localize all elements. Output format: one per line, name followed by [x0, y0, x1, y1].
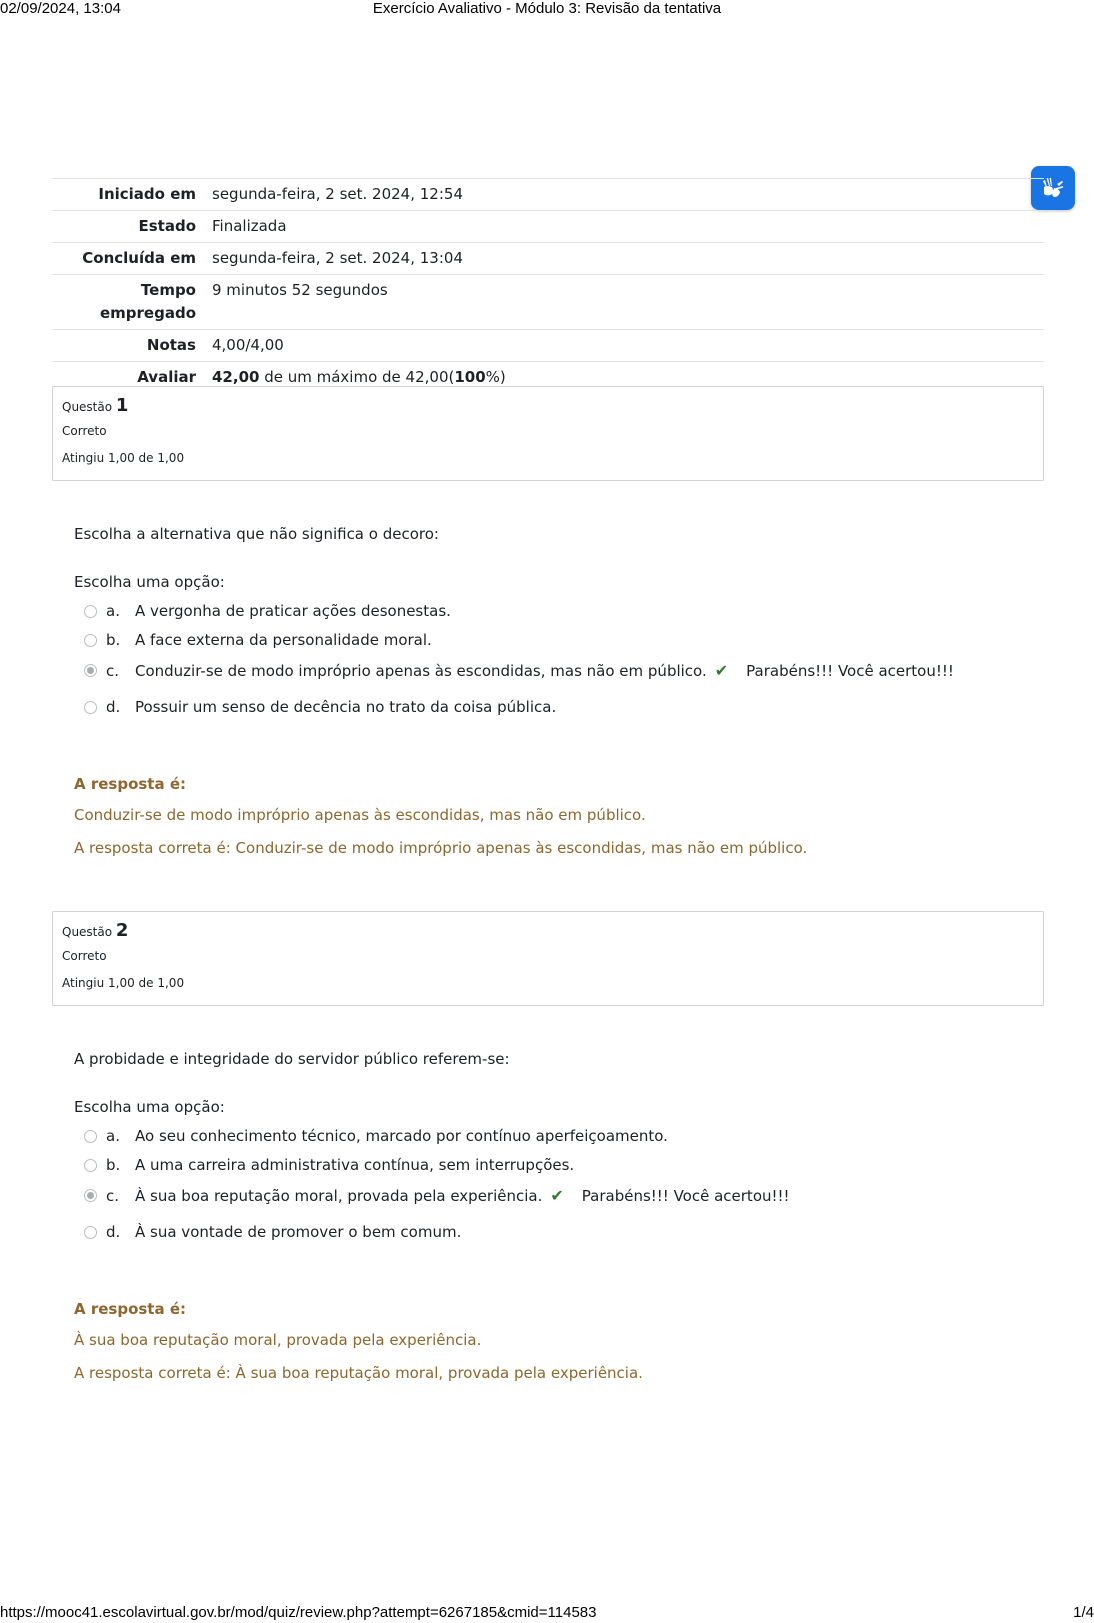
print-header	[0, 0, 1094, 20]
answer-correct: A resposta correta é: Conduzir-se de modo impróprio apenas às escondidas, mas não em público.	[74, 839, 808, 857]
grade-suffix: %)	[485, 368, 506, 386]
summary-label: Estado	[138, 217, 196, 235]
print-url: https://mooc41.escolavirtual.gov.br/mod/quiz/review.php?attempt=6267185&cmid=114583	[0, 1604, 597, 1621]
question-label: Questão	[62, 925, 113, 939]
print-footer	[0, 1603, 1094, 1623]
option-text: Possuir um senso de decência no trato da coisa pública.	[135, 698, 557, 716]
option-letter: b.	[106, 1156, 121, 1174]
answer-correct: A resposta correta é: À sua boa reputação moral, provada pela experiência.	[74, 1364, 643, 1382]
radio-button[interactable]	[84, 1226, 97, 1239]
option-text: A vergonha de praticar ações desonestas.	[135, 602, 451, 620]
answer-option-selected[interactable]	[84, 1186, 790, 1205]
summary-row-started	[52, 179, 1044, 211]
print-date: 02/09/2024, 13:04	[0, 0, 121, 17]
option-text: Ao seu conhecimento técnico, marcado por contínuo aperfeiçoamento.	[135, 1127, 668, 1145]
checkmark-icon: ✔	[550, 1186, 564, 1205]
summary-value: Finalizada	[212, 217, 287, 235]
answer-option[interactable]	[84, 602, 451, 620]
option-letter: d.	[106, 1223, 121, 1241]
question-info-box	[52, 911, 1044, 1006]
radio-button[interactable]	[84, 605, 97, 618]
question-grade: Atingiu 1,00 de 1,00	[62, 451, 185, 465]
question-text: Escolha a alternativa que não significa o decoro:	[74, 525, 439, 543]
grade-middle: de um máximo de 42,00(	[259, 368, 455, 386]
checkmark-icon: ✔	[714, 661, 729, 680]
option-letter: a.	[106, 602, 120, 620]
option-letter: c.	[106, 1186, 120, 1205]
option-feedback: Parabéns!!! Você acertou!!!	[746, 661, 954, 680]
question-number	[62, 920, 1034, 943]
summary-row-time-taken	[52, 275, 1044, 330]
question-info-box	[52, 386, 1044, 481]
option-letter: a.	[106, 1127, 120, 1145]
question-state: Correto	[62, 949, 107, 963]
answer-given: Conduzir-se de modo impróprio apenas às escondidas, mas não em público.	[74, 806, 646, 824]
summary-value: 4,00/4,00	[212, 336, 284, 354]
answer-option[interactable]	[84, 1223, 461, 1241]
summary-row-state	[52, 211, 1044, 243]
option-letter: d.	[106, 698, 121, 716]
summary-label: Tempo empregado	[99, 281, 196, 322]
option-feedback: Parabéns!!! Você acertou!!!	[581, 1186, 790, 1205]
option-text: À sua vontade de promover o bem comum.	[135, 1223, 462, 1241]
answer-option[interactable]	[84, 631, 432, 649]
grade-score: 42,00	[212, 368, 260, 386]
summary-label: Concluída em	[82, 249, 196, 267]
question-label: Questão	[62, 400, 113, 414]
option-letter: c.	[106, 661, 120, 680]
option-text: À sua boa reputação moral, provada pela experiência.	[135, 1186, 543, 1205]
radio-button-checked[interactable]	[84, 664, 97, 677]
summary-value: segunda-feira, 2 set. 2024, 13:04	[212, 249, 463, 267]
grade-percent: 100	[454, 368, 486, 386]
summary-label: Avaliar	[137, 368, 196, 386]
question-number	[62, 395, 1034, 418]
option-text: A face externa da personalidade moral.	[135, 631, 432, 649]
question-number-value: 1	[115, 395, 129, 416]
radio-button[interactable]	[84, 1130, 97, 1143]
answer-heading: A resposta é:	[74, 1300, 186, 1318]
question-state: Correto	[62, 424, 107, 438]
answer-option[interactable]	[84, 1156, 574, 1174]
summary-row-marks	[52, 330, 1044, 362]
question-grade: Atingiu 1,00 de 1,00	[62, 976, 185, 990]
radio-button-checked[interactable]	[84, 1189, 97, 1202]
print-title: Exercício Avaliativo - Módulo 3: Revisão da tentativa	[372, 0, 722, 17]
question-text: A probidade e integridade do servidor público referem-se:	[74, 1050, 510, 1068]
summary-label: Iniciado em	[98, 185, 196, 203]
answer-option[interactable]	[84, 698, 556, 716]
attempt-summary-table	[52, 178, 1044, 393]
question-prompt: Escolha uma opção:	[74, 573, 225, 591]
answer-option-selected[interactable]	[84, 661, 954, 680]
option-text: Conduzir-se de modo impróprio apenas às escondidas, mas não em público.	[135, 661, 707, 680]
question-prompt: Escolha uma opção:	[74, 1098, 225, 1116]
radio-button[interactable]	[84, 701, 97, 714]
answer-given: À sua boa reputação moral, provada pela experiência.	[74, 1331, 482, 1349]
option-letter: b.	[106, 631, 121, 649]
option-text: A uma carreira administrativa contínua, sem interrupções.	[135, 1156, 575, 1174]
summary-value: 9 minutos 52 segundos	[212, 281, 388, 299]
summary-label: Notas	[146, 336, 196, 354]
answer-heading: A resposta é:	[74, 775, 186, 793]
print-page-number: 1/4	[1073, 1604, 1094, 1621]
radio-button[interactable]	[84, 634, 97, 647]
summary-value: segunda-feira, 2 set. 2024, 12:54	[212, 185, 463, 203]
radio-button[interactable]	[84, 1159, 97, 1172]
question-number-value: 2	[115, 920, 129, 941]
answer-option[interactable]	[84, 1127, 668, 1145]
summary-row-completed	[52, 243, 1044, 275]
